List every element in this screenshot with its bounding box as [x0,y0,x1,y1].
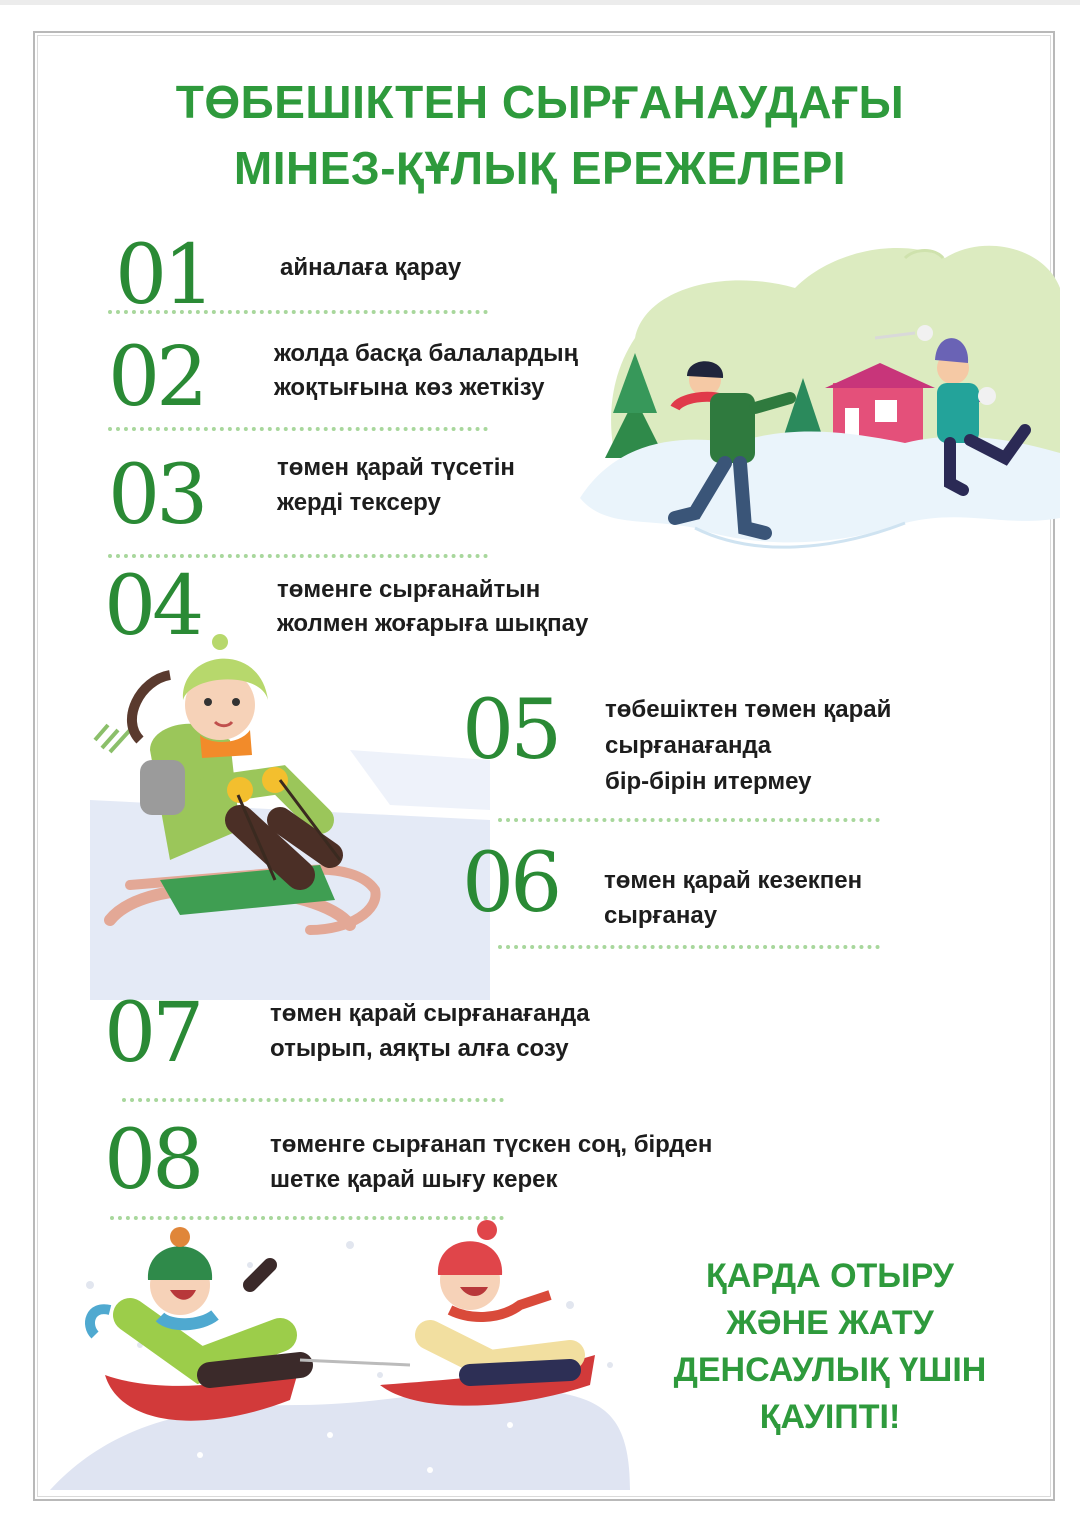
rule-7-number: 07 [104,986,201,1081]
rule-1-text-line-1: айналаға қарау [280,254,462,281]
rule-5-text-line-2: сырғанағанда [605,732,772,759]
rule-5-divider [498,818,880,822]
top-strip [0,0,1080,5]
rule-8-divider [110,1216,504,1220]
warning-line-1: ҚАРДА ОТЫРУ [706,1257,954,1295]
rule-5-number: 05 [462,683,559,778]
two-kids-sledding-illustration [50,1225,630,1495]
rule-3-text-line-2: жерді тексеру [277,489,441,516]
rule-8-number: 08 [104,1113,201,1208]
rule-7-divider [122,1098,504,1102]
rule-4-number: 04 [104,559,201,654]
snowball-fight-illustration [575,228,1065,568]
rule-2-number: 02 [108,330,205,425]
rule-7-text-line-1: төмен қарай сырғанағанда [270,1000,590,1027]
rule-5-text-line-1: төбешіктен төмен қарай [605,696,892,723]
girl-on-sled-illustration [90,630,490,990]
rule-2-text-line-1: жолда басқа балалардың [274,340,579,367]
poster-title-line-1: ТӨБЕШІКТЕН СЫРҒАНАУДАҒЫ [175,76,905,128]
rule-4-text-line-1: төменге сырғанайтын [277,576,541,603]
rule-8-text-line-1: төменге сырғанап түскен соң, бірден [270,1131,713,1158]
rule-3-divider [108,554,488,558]
rule-6-text-line-2: сырғанау [604,902,718,929]
rule-6-number: 06 [462,836,559,931]
rule-6-text-line-1: төмен қарай кезекпен [604,867,863,894]
rule-2-divider [108,427,488,431]
rule-4-text-line-2: жолмен жоғарыға шықпау [277,610,589,637]
rule-1-divider [108,310,488,314]
warning-line-4: ҚАУІПТІ! [759,1398,901,1436]
rule-6-divider [498,945,880,949]
rule-1-number: 01 [115,228,212,323]
rule-3-text-line-1: төмен қарай түсетін [277,454,515,481]
rule-8-text-line-2: шетке қарай шығу керек [270,1166,558,1193]
rule-5-text-line-3: бір-бірін итермеу [605,768,812,795]
rule-3-number: 03 [108,448,205,543]
warning-line-3: ДЕНСАУЛЫҚ ҮШІН [673,1351,987,1389]
warning-line-2: ЖӘНЕ ЖАТУ [726,1304,934,1342]
rule-2-text-line-2: жоқтығына көз жеткізу [274,374,545,401]
rule-7-text-line-2: отырып, аяқты алға созу [270,1035,569,1062]
poster-title-line-2: МІНЕЗ-ҚҰЛЫҚ ЕРЕЖЕЛЕРІ [233,142,847,194]
